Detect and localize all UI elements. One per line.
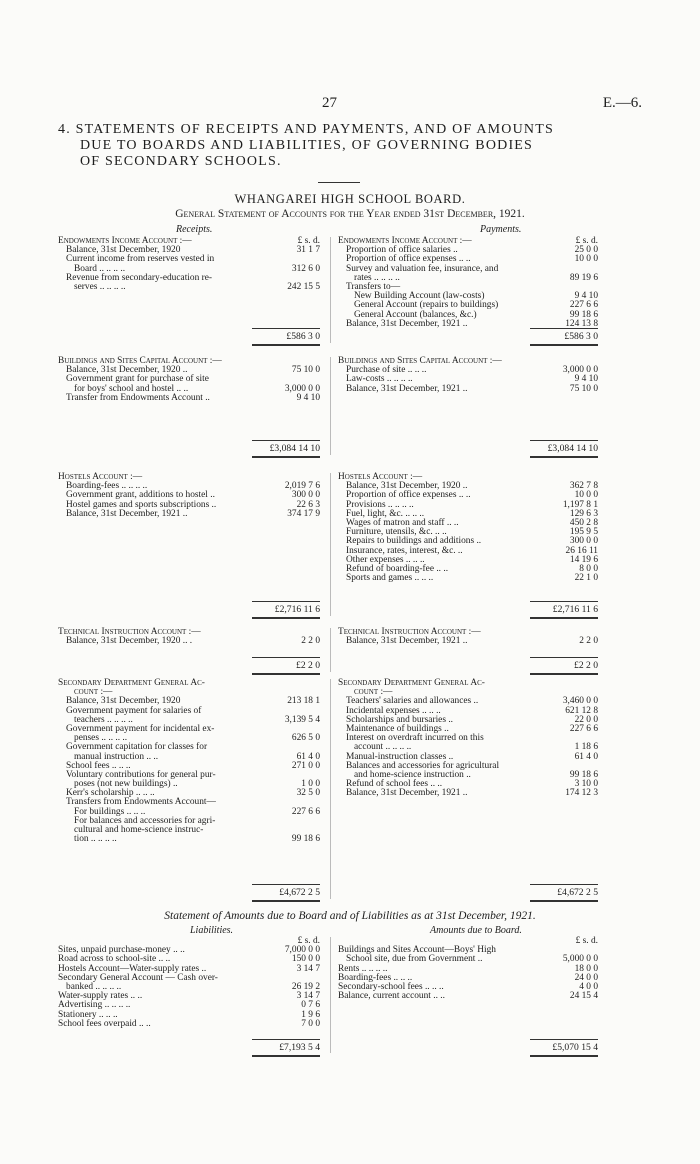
line-item-text: Incidental expenses .. .. .. xyxy=(346,705,441,716)
line-item-text: Endowments Income Account :— xyxy=(58,236,192,246)
line-item-text: Technical Instruction Account :— xyxy=(58,627,201,637)
line-item-amount: 3 14 7 xyxy=(296,991,320,1002)
line-item-text: School fees .. .. .. xyxy=(66,760,131,771)
line-item xyxy=(338,637,598,646)
line-item-amount: 1 0 0 xyxy=(301,779,320,790)
line-item-text: Board .. .. .. .. xyxy=(74,263,126,274)
line-item-text: Technical Instruction Account :— xyxy=(338,627,481,637)
line-item-amount: 1 18 6 xyxy=(574,742,598,753)
payments-total: £2,716 11 6 xyxy=(552,604,598,615)
line-item-text: Boarding-fees .. .. .. xyxy=(338,972,413,983)
line-item-amount: 24 0 0 xyxy=(574,972,598,983)
line-item-amount: 18 0 0 xyxy=(574,963,598,974)
line-item-amount: 300 0 0 xyxy=(291,490,320,501)
section-title-line-2: DUE TO BOARDS AND LIABILITIES, OF GOVERNING BODIES xyxy=(80,138,534,153)
line-item-text: Balance, 31st December, 1920 .. xyxy=(346,481,468,492)
line-item-text: Kerr's scholarship .. .. .. xyxy=(66,788,155,799)
line-item-amount: 150 0 0 xyxy=(291,954,320,965)
total-double-rule xyxy=(530,1055,598,1057)
line-item-text: Secondary Department General Ac- xyxy=(58,678,205,688)
line-item-amount: 31 1 7 xyxy=(296,245,320,256)
line-item-text: Transfer from Endowments Account .. xyxy=(66,392,210,403)
line-item-text: Refund of boarding-fee .. .. xyxy=(346,563,449,574)
line-item-text: Balance, 31st December, 1921 .. xyxy=(66,508,188,519)
total-rule xyxy=(252,440,320,441)
line-item-amount: £ s. d. xyxy=(575,936,598,946)
receipts-column-2 xyxy=(58,357,320,403)
line-item-amount: 9 4 10 xyxy=(574,374,598,385)
line-item-text: Boarding-fees .. .. .. .. xyxy=(66,481,148,492)
line-item xyxy=(58,1020,320,1029)
total-rule xyxy=(530,601,598,602)
line-item xyxy=(58,835,320,844)
line-item-amount: £ s. d. xyxy=(575,236,598,246)
line-item-amount: 1 9 6 xyxy=(301,1009,320,1020)
line-item xyxy=(338,992,598,1001)
receipts-column-3 xyxy=(58,473,320,519)
column-divider xyxy=(330,937,331,1053)
line-item-amount: 450 2 8 xyxy=(569,517,598,528)
line-item-amount: 0 7 6 xyxy=(301,1000,320,1011)
receipts-label: Receipts. xyxy=(176,224,213,235)
line-item-text: Balance, 31st December, 1921 .. xyxy=(346,318,468,329)
line-item-text: serves .. .. .. .. xyxy=(74,281,126,292)
board-name: WHANGAREI HIGH SCHOOL BOARD. xyxy=(234,192,466,206)
line-item-amount: 99 18 6 xyxy=(569,309,598,320)
line-item-text: Government payment for salaries of xyxy=(66,705,202,716)
line-item-amount: 5,000 0 0 xyxy=(562,954,598,965)
total-double-rule xyxy=(252,900,320,902)
line-item-text: Rents .. .. .. .. xyxy=(338,963,388,974)
line-item-text: Hostels Account :— xyxy=(58,472,143,482)
line-item-text: Water-supply rates .. .. xyxy=(58,991,143,1002)
line-item-text: Refund of school fees .. .. xyxy=(346,779,443,790)
line-item-text: Secondary General Account — Cash over- xyxy=(58,972,218,983)
line-item-text: Balance, 31st December, 1920 .. xyxy=(66,365,188,376)
total-double-rule xyxy=(252,344,320,346)
line-item-amount: 271 0 0 xyxy=(291,760,320,771)
line-item-text: Transfers from Endowments Account— xyxy=(66,797,216,808)
liabilities-column xyxy=(58,937,320,1029)
total-double-rule xyxy=(252,617,320,619)
line-item-text: School site, due from Government .. xyxy=(346,954,483,965)
line-item-text: For buildings .. .. .. xyxy=(74,806,146,817)
line-item-amount: 4 0 0 xyxy=(579,981,598,992)
total-rule xyxy=(252,884,320,885)
line-item-text: Transfers to— xyxy=(346,281,401,292)
line-item-text: Balance, 31st December, 1921 .. xyxy=(346,788,468,799)
line-item-amount: 25 0 0 xyxy=(574,245,598,256)
line-item-text: banked .. .. .. .. xyxy=(66,981,122,992)
line-item-text: Buildings and Sites Account—Boys' High xyxy=(338,945,496,956)
total-double-rule xyxy=(530,673,598,675)
amounts-due-label: Amounts due to Board. xyxy=(430,925,522,936)
line-item-amount: 89 19 6 xyxy=(569,272,598,283)
line-item-amount: 61 4 0 xyxy=(296,751,320,762)
line-item-amount: £ s. d. xyxy=(297,236,320,246)
line-item-amount: 9 4 10 xyxy=(296,392,320,403)
line-item-amount: 10 0 0 xyxy=(574,254,598,265)
line-item-amount: 227 6 6 xyxy=(291,806,320,817)
line-item-text: Endowments Income Account :— xyxy=(338,236,472,246)
total-rule xyxy=(530,884,598,885)
payments-total: £2 2 0 xyxy=(574,660,598,671)
line-item-text: Proportion of office expenses .. .. xyxy=(346,254,471,265)
line-item-amount: 3 10 0 xyxy=(574,779,598,790)
line-item-text: Balance, 31st December, 1921 .. xyxy=(346,636,468,647)
amounts-due-total: £5,070 15 4 xyxy=(552,1042,598,1053)
line-item-text: poses (not new buildings) .. xyxy=(74,779,178,790)
line-item-text: Balance, 31st December, 1920 .. . xyxy=(66,636,193,647)
line-item-amount: 1,197 8 1 xyxy=(562,499,598,510)
liabilities-total: £7,193 5 4 xyxy=(279,1042,320,1053)
line-item-amount: 312 6 0 xyxy=(291,263,320,274)
line-item-amount: 3,460 0 0 xyxy=(562,696,598,707)
line-item-text: Advertising .. .. .. .. xyxy=(58,1000,131,1011)
receipts-column-5 xyxy=(58,679,320,844)
receipts-total: £4,672 2 5 xyxy=(279,887,320,898)
section-title-line-3: OF SECONDARY SCHOOLS. xyxy=(80,154,282,169)
line-item-amount: 75 10 0 xyxy=(291,365,320,376)
total-rule xyxy=(530,440,598,441)
line-item-text: penses .. .. .. .. xyxy=(74,733,128,744)
line-item-amount: 242 15 5 xyxy=(287,281,320,292)
payments-total: £3,084 14 10 xyxy=(547,443,598,454)
line-item-text: General Account (balances, &c.) xyxy=(354,309,477,320)
line-item-amount: 8 0 0 xyxy=(579,563,598,574)
line-item-amount: 124 13 8 xyxy=(565,318,598,329)
line-item-amount: 3,000 0 0 xyxy=(562,365,598,376)
line-item-text: Manual-instruction classes .. xyxy=(346,751,454,762)
payments-column-2 xyxy=(338,357,598,394)
line-item-amount: 22 6 3 xyxy=(296,499,320,510)
title-divider xyxy=(318,182,360,183)
line-item-text: Law-costs .. .. .. .. xyxy=(346,374,413,385)
line-item-text: Provisions .. .. .. .. xyxy=(346,499,414,510)
line-item-text: Government grant for purchase of site xyxy=(66,374,209,385)
line-item-text: Interest on overdraft incurred on this xyxy=(346,733,484,744)
receipts-column-4 xyxy=(58,628,320,646)
line-item-text: manual instruction .. .. xyxy=(74,751,159,762)
line-item-text: Sports and games .. .. .. xyxy=(346,573,434,584)
line-item xyxy=(58,283,320,292)
line-item-amount: 7 0 0 xyxy=(301,1018,320,1029)
line-item-amount: £ s. d. xyxy=(297,936,320,946)
liabilities-title: Statement of Amounts due to Board and of Liabilities as at 31st December, 1921. xyxy=(164,910,536,922)
line-item-amount: 129 6 3 xyxy=(569,508,598,519)
line-item-amount: 7,000 0 0 xyxy=(284,945,320,956)
column-divider xyxy=(330,679,331,899)
line-item-text: Hostel games and sports subscriptions .. xyxy=(66,499,217,510)
line-item-text: Hostels Account :— xyxy=(338,472,423,482)
line-item-text: Secondary Department General Ac- xyxy=(338,678,485,688)
line-item-text: Furniture, utensils, &c. .. .. xyxy=(346,527,447,538)
payments-column-3 xyxy=(338,473,598,583)
line-item-text: Proportion of office expenses .. .. xyxy=(346,490,471,501)
line-item-text: Balance, 31st December, 1921 .. xyxy=(346,383,468,394)
line-item-text: Voluntary contributions for general pur- xyxy=(66,769,216,780)
receipts-total: £3,084 14 10 xyxy=(269,443,320,454)
line-item xyxy=(58,510,320,519)
line-item-amount: 99 18 6 xyxy=(569,769,598,780)
line-item-text: Hostels Account—Water-supply rates .. xyxy=(58,963,207,974)
line-item-amount: 227 6 6 xyxy=(569,723,598,734)
statement-title: General Statement of Accounts for the Year ended 31st December, 1921. xyxy=(175,208,525,220)
line-item-text: For balances and accessories for agri- xyxy=(74,815,216,826)
line-item-amount: 3,139 5 4 xyxy=(284,714,320,725)
line-item-text: tion .. .. .. .. xyxy=(74,834,117,845)
line-item-amount: 174 12 3 xyxy=(565,788,598,799)
column-divider xyxy=(330,357,331,455)
receipts-total: £2 2 0 xyxy=(296,660,320,671)
line-item-text: Maintenance of buildings .. xyxy=(346,723,449,734)
line-item-text: rates .. .. .. .. xyxy=(354,272,400,283)
line-item-text: Sites, unpaid purchase-money .. .. xyxy=(58,945,185,956)
line-item xyxy=(58,394,320,403)
line-item-text: Teachers' salaries and allowances .. xyxy=(346,696,479,707)
line-item-text: Road across to school-site .. .. xyxy=(58,954,171,965)
line-item-text: Other expenses .. .. .. xyxy=(346,554,425,565)
total-rule xyxy=(530,328,598,329)
line-item xyxy=(58,637,320,646)
payments-total: £586 3 0 xyxy=(564,331,598,342)
line-item-amount: 10 0 0 xyxy=(574,490,598,501)
line-item xyxy=(338,789,598,798)
amounts-due-column xyxy=(338,937,598,1001)
line-item-amount: 61 4 0 xyxy=(574,751,598,762)
total-rule xyxy=(252,601,320,602)
payments-label: Payments. xyxy=(480,224,522,235)
column-divider xyxy=(330,237,331,343)
line-item-text: Government capitation for classes for xyxy=(66,742,208,753)
line-item-text: Insurance, rates, interest, &c. .. xyxy=(346,545,463,556)
line-item-text: General Account (repairs to buildings) xyxy=(354,300,499,311)
line-item-amount: 22 0 0 xyxy=(574,714,598,725)
line-item-text: Proportion of office salaries .. xyxy=(346,245,458,256)
line-item-text: Buildings and Sites Capital Account :— xyxy=(58,356,222,366)
total-rule xyxy=(530,1039,598,1040)
total-double-rule xyxy=(252,456,320,458)
line-item-amount: 9 4 10 xyxy=(574,291,598,302)
line-item-text: Balance, 31st December, 1920 xyxy=(66,245,181,256)
line-item-text: Survey and valuation fee, insurance, and xyxy=(346,263,499,274)
total-double-rule xyxy=(530,344,598,346)
line-item-amount: 2,019 7 6 xyxy=(284,481,320,492)
line-item-text: Buildings and Sites Capital Account :— xyxy=(338,356,502,366)
line-item-text: Balance, 31st December, 1920 xyxy=(66,696,181,707)
total-double-rule xyxy=(530,456,598,458)
column-divider xyxy=(330,473,331,616)
line-item-text: Stationery .. .. .. xyxy=(58,1009,118,1020)
line-item-text: Repairs to buildings and additions .. xyxy=(346,536,482,547)
line-item xyxy=(338,574,598,583)
line-item-amount: 32 5 0 xyxy=(296,788,320,799)
receipts-total: £586 3 0 xyxy=(286,331,320,342)
line-item-text: Scholarships and bursaries .. xyxy=(346,714,454,725)
line-item-amount: 24 15 4 xyxy=(569,991,598,1002)
line-item-amount: 3,000 0 0 xyxy=(284,383,320,394)
line-item-amount: 2 2 0 xyxy=(301,636,320,647)
total-double-rule xyxy=(530,617,598,619)
line-item-text: Government grant, additions to hostel .. xyxy=(66,490,215,501)
payments-column-5 xyxy=(338,679,598,798)
line-item-text: Wages of matron and staff .. .. xyxy=(346,517,459,528)
line-item-text: Purchase of site .. .. .. xyxy=(346,365,427,376)
line-item-text: for boys' school and hostel .. .. xyxy=(74,383,189,394)
line-item-text: count :— xyxy=(354,687,393,698)
line-item-text: cultural and home-science instruc- xyxy=(74,825,204,835)
line-item-text: Fuel, light, &c. .. .. .. xyxy=(346,508,425,519)
line-item-text: School fees overpaid .. .. xyxy=(58,1018,151,1029)
line-item-amount: 22 1 0 xyxy=(574,573,598,584)
line-item-text: Current income from reserves vested in xyxy=(66,254,215,265)
page-number: 27 xyxy=(322,95,337,111)
payments-column-4 xyxy=(338,628,598,646)
line-item-text: Revenue from secondary-education re- xyxy=(66,272,213,283)
total-rule xyxy=(530,657,598,658)
line-item-amount: 26 16 11 xyxy=(565,545,598,556)
line-item-text: New Building Account (law-costs) xyxy=(354,291,485,302)
document-code: E.—6. xyxy=(602,95,642,111)
receipts-column-1 xyxy=(58,237,320,292)
line-item-amount: 213 18 1 xyxy=(287,696,320,707)
line-item-amount: 26 19 2 xyxy=(291,981,320,992)
line-item-amount: 2 2 0 xyxy=(579,636,598,647)
total-double-rule xyxy=(530,900,598,902)
line-item xyxy=(338,385,598,394)
line-item-amount: 626 5 0 xyxy=(291,733,320,744)
line-item-amount: 3 14 7 xyxy=(296,963,320,974)
line-item-text: Government payment for incidental ex- xyxy=(66,723,215,734)
line-item-amount: 362 7 8 xyxy=(569,481,598,492)
line-item-text: count :— xyxy=(74,687,113,698)
total-double-rule xyxy=(252,1055,320,1057)
total-rule xyxy=(252,1039,320,1040)
payments-column-1 xyxy=(338,237,598,329)
line-item-text: teachers .. .. .. .. xyxy=(74,714,133,725)
line-item-amount: 300 0 0 xyxy=(569,536,598,547)
line-item-text: Balance, current account .. .. xyxy=(338,991,445,1002)
line-item-amount: 621 12 8 xyxy=(565,705,598,716)
total-double-rule xyxy=(252,673,320,675)
payments-total: £4,672 2 5 xyxy=(557,887,598,898)
column-divider xyxy=(330,628,331,672)
line-item-amount: 374 17 9 xyxy=(287,508,320,519)
line-item-text: Secondary-school fees .. .. .. xyxy=(338,981,444,992)
liabilities-label: Liabilities. xyxy=(190,925,234,936)
line-item-amount: 195 9 5 xyxy=(569,527,598,538)
total-rule xyxy=(252,328,320,329)
line-item-amount: 227 6 6 xyxy=(569,300,598,311)
total-rule xyxy=(252,657,320,658)
line-item-text: Balances and accessories for agricultural xyxy=(346,760,500,771)
receipts-total: £2,716 11 6 xyxy=(274,604,320,615)
line-item-amount: 14 19 6 xyxy=(569,554,598,565)
section-title-line-1: 4. STATEMENTS OF RECEIPTS AND PAYMENTS, AND OF AMOUNTS xyxy=(58,122,554,137)
line-item-amount: 75 10 0 xyxy=(569,383,598,394)
line-item-text: and home-science instruction .. xyxy=(354,769,471,780)
line-item-text: account .. .. .. .. xyxy=(354,742,412,753)
line-item-amount: 99 18 6 xyxy=(291,834,320,845)
